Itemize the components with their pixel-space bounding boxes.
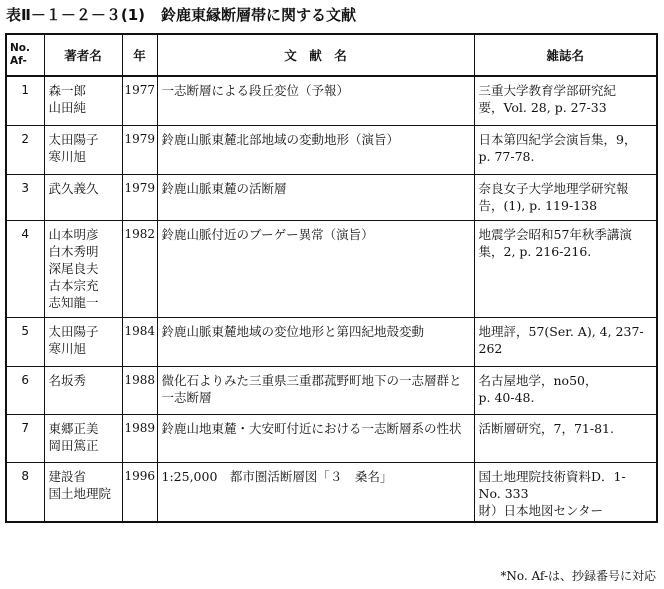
- journal-line: 奈良女子大学地理学研究報: [478, 180, 629, 196]
- table-row: [6, 76, 657, 125]
- row-authors: [44, 220, 122, 317]
- row-authors: [44, 414, 122, 462]
- journal-line: 名古屋地学，no50，: [478, 372, 598, 388]
- row-authors: [44, 317, 122, 366]
- journal-line: 財）日本地図センター: [478, 502, 604, 518]
- row-journal: [474, 366, 657, 414]
- row-document-title: 鈴鹿山脈東麓地域の変位地形と第四紀地殻変動: [157, 317, 474, 366]
- row-journal: [474, 317, 657, 366]
- table-row: [6, 174, 657, 220]
- table-row: [6, 317, 657, 366]
- journal-line: 地理評，57(Ser. A), 4, 237-: [478, 323, 644, 339]
- row-document-title: 鈴鹿山脈付近のブーゲー異常（演旨）: [157, 220, 474, 317]
- journal-line: 262: [478, 340, 503, 356]
- reference-table: [5, 33, 658, 523]
- row-document-title: 微化石よりみた三重県三重郡菰野町地下の一志層群と一志断層: [157, 366, 474, 414]
- author-name: 森一郎: [48, 83, 87, 98]
- row-authors: [44, 462, 122, 522]
- footnote: *No. Af-は、抄録番号に対応: [500, 569, 656, 583]
- author-name: 寒川旭: [48, 340, 87, 356]
- author-name: 古本宗充: [48, 277, 99, 293]
- row-journal: [474, 174, 657, 220]
- author-name: 名坂秀: [48, 372, 87, 388]
- row-number: 6: [6, 366, 44, 414]
- author-name: 志知龍一: [48, 294, 99, 310]
- journal-line: 地震学会昭和57年秋季講演: [478, 226, 632, 242]
- row-year: 1984: [122, 317, 157, 366]
- row-journal: [474, 414, 657, 462]
- row-year: 1988: [122, 366, 157, 414]
- journal-line: 要，Vol. 28, p. 27-33: [478, 100, 607, 115]
- author-name: 太田陽子: [48, 323, 99, 339]
- table-row: [6, 462, 657, 522]
- table-number: 表Ⅱ－１－２－３(1): [6, 6, 146, 24]
- table-header: [6, 34, 657, 76]
- author-name: 武久義久: [48, 180, 99, 196]
- table-title: [6, 4, 356, 25]
- table-row: [6, 366, 657, 414]
- journal-line: No. 333: [478, 485, 529, 501]
- author-name: 国土地理院: [48, 485, 112, 501]
- row-number: 4: [6, 220, 44, 317]
- journal-line: 告，(1), p. 119-138: [478, 197, 598, 213]
- row-document-title: 鈴鹿山脈東麓の活断層: [157, 174, 474, 220]
- row-authors: [44, 125, 122, 174]
- row-year: 1982: [122, 220, 157, 317]
- row-journal: [474, 462, 657, 522]
- author-name: 山田純: [48, 100, 87, 115]
- journal-line: 日本第四紀学会演旨集，9，: [478, 131, 637, 147]
- row-number: 1: [6, 76, 44, 125]
- row-number: 7: [6, 414, 44, 462]
- header-author: 著者名: [44, 34, 122, 76]
- journal-line: 活断層研究，7，71-81.: [478, 420, 614, 436]
- author-name: 白木秀明: [48, 243, 99, 259]
- journal-line: p. 77-78.: [478, 148, 535, 164]
- author-name: 建設省: [48, 468, 87, 484]
- journal-line: 三重大学教育学部研究紀: [478, 83, 617, 98]
- row-year: 1979: [122, 174, 157, 220]
- journal-line: p. 40-48.: [478, 389, 535, 405]
- row-number: 8: [6, 462, 44, 522]
- row-number: 3: [6, 174, 44, 220]
- row-year: 1979: [122, 125, 157, 174]
- row-document-title: 鈴鹿山脈東麓北部地域の変動地形（演旨）: [157, 125, 474, 174]
- row-document-title: 一志断層による段丘変位（予報）: [157, 76, 474, 125]
- author-name: 山本明彦: [48, 226, 99, 242]
- author-name: 寒川旭: [48, 148, 87, 164]
- table-row: [6, 414, 657, 462]
- row-journal: [474, 76, 657, 125]
- header-document: 文 献 名: [157, 34, 474, 76]
- row-document-title: 鈴鹿山地東麓・大安町付近における一志断層系の性状: [157, 414, 474, 462]
- header-journal: 雑誌名: [474, 34, 657, 76]
- author-name: 深尾良夫: [48, 260, 99, 276]
- table-caption: 鈴鹿東縁断層帯に関する文献: [161, 6, 357, 24]
- author-name: 東郷正美: [48, 420, 99, 436]
- journal-line: 集，2, p. 216-216.: [478, 243, 592, 259]
- row-authors: [44, 366, 122, 414]
- row-number: 5: [6, 317, 44, 366]
- row-authors: [44, 174, 122, 220]
- row-authors: [44, 76, 122, 125]
- row-journal: [474, 125, 657, 174]
- author-name: 太田陽子: [48, 131, 99, 147]
- header-no: No. Af-: [6, 34, 44, 76]
- row-year: 1996: [122, 462, 157, 522]
- table-body: [6, 76, 657, 522]
- row-year: 1989: [122, 414, 157, 462]
- table-row: [6, 220, 657, 317]
- row-number: 2: [6, 125, 44, 174]
- row-year: 1977: [122, 76, 157, 125]
- author-name: 岡田篤正: [48, 437, 99, 453]
- row-document-title: 1:25,000 都市圏活断層図「３ 桑名」: [157, 462, 474, 522]
- header-year: 年: [122, 34, 157, 76]
- journal-line: 国土地理院技術資料D．1-: [478, 468, 626, 484]
- table-row: [6, 125, 657, 174]
- row-journal: [474, 220, 657, 317]
